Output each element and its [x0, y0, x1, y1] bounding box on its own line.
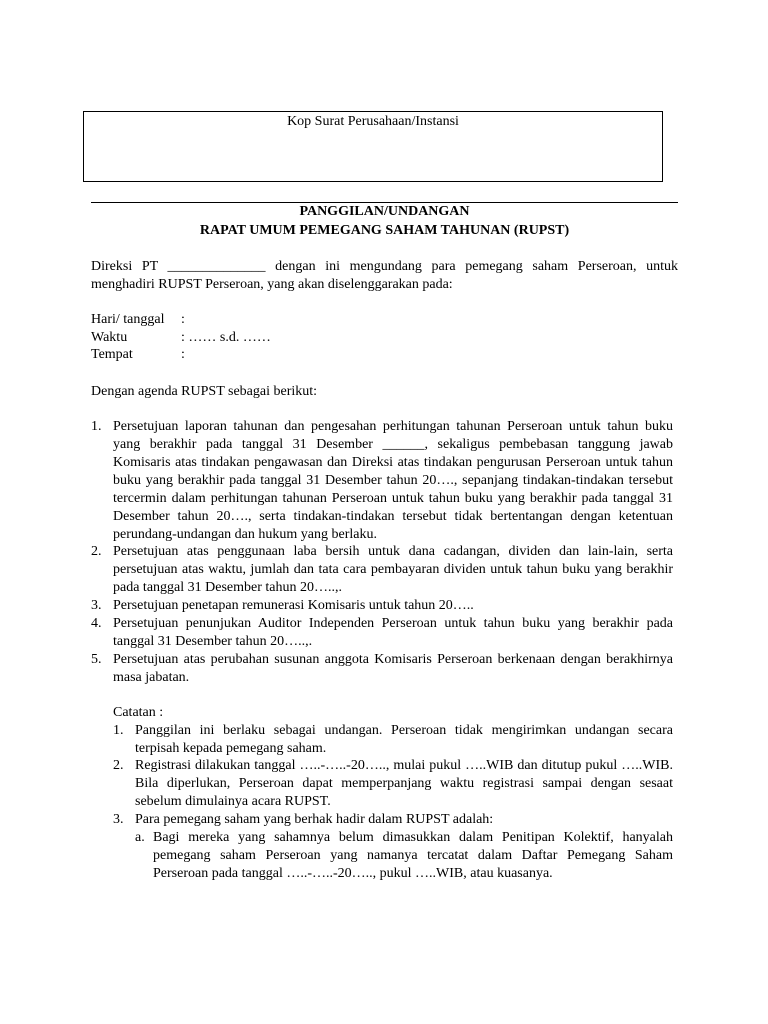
notes-title: Catatan :: [113, 705, 164, 720]
field-label: Hari/ tanggal: [91, 312, 165, 327]
agenda-text: Persetujuan penetapan remunerasi Komisaris untuk tahun 20…..: [113, 598, 474, 613]
note-item: [113, 757, 673, 811]
sub-text: Bagi mereka yang sahamnya belum dimasukkan dalam Penitipan Kolektif, hanyalah pemegang saham Perseroan yang namanya tercatat dalam Daftar Pemegang Saham Perseroan pada tanggal …..-…..-20….., pukul …..WIB, atau kuasanya.: [153, 830, 673, 881]
agenda-number: 3.: [91, 598, 102, 613]
agenda-item: [91, 543, 673, 597]
letterhead-label: Kop Surat Perusahaan/Instansi: [287, 114, 459, 129]
field-value: : …… s.d. ……: [181, 330, 271, 345]
agenda-item: [91, 597, 673, 615]
agenda-text: Persetujuan atas perubahan susunan anggota Komisaris Perseroan berkenaan dengan berakhirnya masa jabatan.: [113, 652, 673, 685]
field-label: Waktu: [91, 330, 128, 345]
agenda-item: [91, 651, 673, 687]
agenda-item: [91, 418, 673, 544]
agenda-number: 5.: [91, 652, 102, 667]
document-subtitle: RAPAT UMUM PEMEGANG SAHAM TAHUNAN (RUPST): [199, 223, 570, 238]
note-number: 3.: [113, 812, 124, 827]
agenda-intro: Dengan agenda RUPST sebagai berikut:: [91, 384, 318, 399]
agenda-number: 1.: [91, 419, 102, 434]
field-value: :: [181, 312, 185, 327]
agenda-text: Persetujuan penunjukan Auditor Independen Perseroan untuk tahun buku yang berakhir pada tanggal 31 Desember tahun 20…..,.: [113, 616, 673, 649]
agenda-text: Persetujuan laporan tahunan dan pengesahan perhitungan tahunan Perseroan untuk tahun buku yang berakhir pada tanggal 31 Desember ______, sekaligus pembebasan tanggung jawab Komisaris atas tindakan pengawasan dan Direksi atas tindakan pengurusan Perseroan untuk tahun buku yang berakhir pada tanggal 31 Desember tahun 20…., sepanjang tindakan-tindakan tersebut tercermin dalam perhitungan tahunan Perseroan untuk tahun buku yang berakhir pada tanggal 31 Desember tahun 20…., serta tindakan-tindakan tersebut tidak bertentangan dengan ketentuan perundang-undangan dan hukum yang berlaku.: [113, 419, 673, 542]
sub-letter: a.: [135, 830, 145, 845]
field-value: :: [181, 347, 185, 362]
note-text: Panggilan ini berlaku sebagai undangan. Perseroan tidak mengirimkan undangan secara terpisah kepada pemegang saham.: [135, 723, 673, 756]
note-number: 2.: [113, 758, 124, 773]
agenda-text: Persetujuan atas penggunaan laba bersih untuk dana cadangan, dividen dan lain-lain, serta persetujuan atas waktu, jumlah dan tata cara pembayaran dividen untuk tahun buku yang berakhir pada tanggal 31 Desember tahun 20…..,.: [113, 544, 673, 595]
note-item: [113, 811, 673, 829]
field-label: Tempat: [91, 347, 133, 362]
note-number: 1.: [113, 723, 124, 738]
note-text: Para pemegang saham yang berhak hadir dalam RUPST adalah:: [135, 812, 494, 827]
intro-paragraph: Direksi PT ______________ dengan ini mengundang para pemegang saham Perseroan, untuk menghadiri RUPST Perseroan, yang akan diselenggarakan pada:: [91, 259, 678, 292]
agenda-number: 4.: [91, 616, 102, 631]
sub-item: [135, 829, 673, 883]
document-title: PANGGILAN/UNDANGAN: [299, 204, 470, 219]
note-text: Registrasi dilakukan tanggal …..-…..-20….., mulai pukul …..WIB dan ditutup pukul …..WIB. Bila diperlukan, Perseroan dapat memperpanjang waktu registrasi sampai dengan sesaat sebelum dimulainya acara RUPST.: [135, 758, 673, 809]
agenda-number: 2.: [91, 544, 102, 559]
agenda-item: [91, 615, 673, 651]
letterhead-box: [83, 111, 663, 182]
note-item: [113, 722, 673, 758]
